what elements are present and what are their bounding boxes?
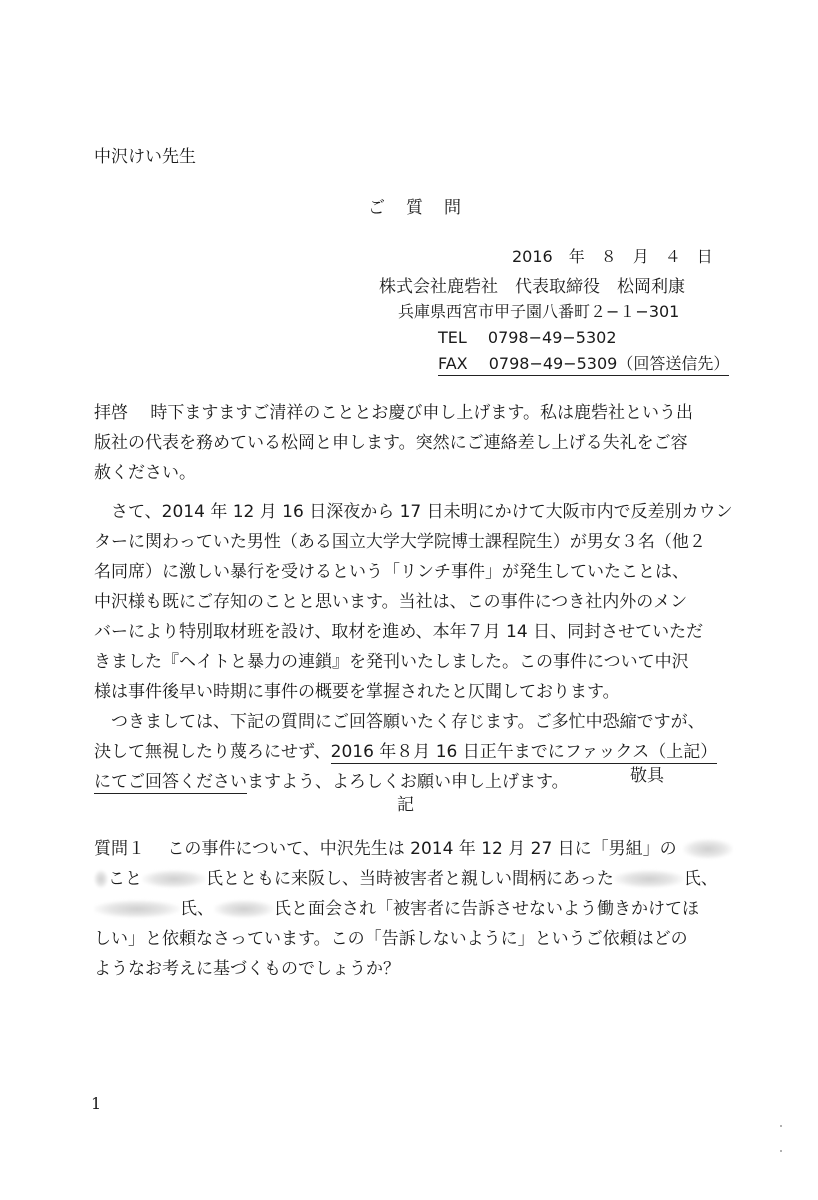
question-line	[94, 894, 733, 924]
deadline-underlined: にてご回答ください	[94, 772, 247, 792]
greeting-line: 版社の代表を務めている松岡と申します。突然にご連絡差し上げる失礼をご容	[94, 433, 688, 453]
question-text: 質問１ この事件について、中沢先生は 2014 年 12 月 27 日に「男組」の	[94, 839, 677, 859]
question-text: こと	[108, 869, 142, 889]
redaction-blur	[214, 900, 274, 918]
greeting-paragraph	[94, 398, 693, 488]
question-text: 氏とともに来阪し、当時被害者と親しい間柄にあった	[206, 869, 614, 889]
body-line: さて、2014 年 12 月 16 日深夜から 17 日未明にかけて大阪市内で反差別カウン	[94, 502, 733, 522]
scan-speck	[780, 1125, 782, 1127]
sender-fax: FAX 0798−49−5309（回答送信先）	[438, 351, 729, 376]
body-line: 様は事件後早い時期に事件の概要を掌握されたと仄聞しております。	[94, 682, 620, 702]
body-text: 決して無視したり蔑ろにせず、	[94, 742, 331, 762]
question-line: しい」と依頼なさっています。この「告訴しないように」というご依頼はどの	[94, 929, 688, 949]
body-text: ますよう、よろしくお願い申し上げます。	[247, 772, 569, 792]
question-text: 氏と面会され「被害者に告訴させないよう働きかけてほ	[274, 899, 699, 919]
question-text: 氏、	[180, 899, 214, 919]
body-line: 名同席）に激しい暴行を受けるという「リンチ事件」が発生していたことは、	[94, 562, 689, 582]
redaction-blur	[683, 839, 733, 859]
redaction-blur	[94, 900, 180, 918]
body-line: きました『ヘイトと暴力の連鎖』を発刊いたしました。この事件について中沢	[94, 652, 689, 672]
body-line: つきましては、下記の質問にご回答願いたく存じます。ご多忙中恐縮ですが、	[94, 712, 705, 732]
redaction-blur	[94, 870, 108, 888]
question-line	[94, 834, 733, 864]
recipient: 中沢けい先生	[94, 147, 196, 167]
date: 2016 年 ８ 月 ４ 日	[512, 247, 713, 266]
question-text: 氏、	[683, 869, 718, 889]
body-line: 中沢様も既にご存知のことと思います。当社は、この事件につき社内外のメン	[94, 592, 688, 612]
ki-marker: 記	[397, 795, 414, 815]
sender-company: 株式会社鹿砦社 代表取締役 松岡利康	[379, 277, 685, 297]
sender-address: 兵庫県西宮市甲子園八番町２−１−301	[398, 302, 680, 321]
body-line: バーにより特別取材班を設け、取材を進め、本年７月 14 日、同封させていただ	[94, 622, 704, 642]
question-1	[94, 834, 733, 984]
body-paragraph	[94, 497, 733, 797]
closing: 敬具	[630, 766, 664, 786]
body-line: ターに関わっていた男性（ある国立大学大学院博士課程院生）が男女３名（他２	[94, 532, 706, 552]
question-line	[94, 864, 733, 894]
greeting-line: 拝啓 時下ますますご清祥のこととお慶び申し上げます。私は鹿砦社という出	[94, 403, 694, 423]
page-number: 1	[91, 1094, 102, 1113]
greeting-line: 赦ください。	[94, 463, 196, 483]
scan-speck	[780, 1150, 782, 1152]
redaction-blur	[614, 870, 684, 888]
sender-tel: TEL 0798−49−5302	[438, 328, 617, 347]
question-line: ようなお考えに基づくものでしょうか？	[94, 959, 400, 979]
deadline-underlined: 2016 年８月 16 日正午までにファックス（上記）	[330, 742, 718, 762]
redaction-blur	[142, 870, 206, 888]
heading: ご 質 問	[368, 198, 463, 218]
